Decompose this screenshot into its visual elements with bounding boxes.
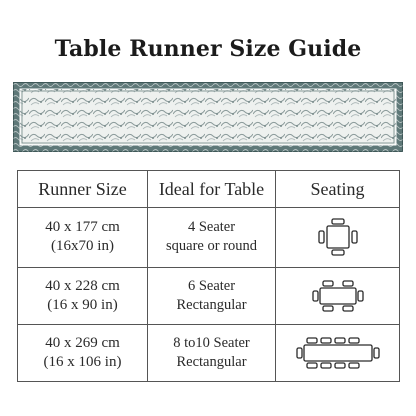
size-guide-table [17,170,400,382]
size-imperial: (16 x 106 in) [43,353,122,370]
size-metric: 40 x 228 cm [45,277,120,294]
table-runner-pattern-image [13,82,403,152]
table-capacity: 6 Seater [187,277,236,294]
runner-size-cell [18,208,148,268]
runner-size-cell [18,267,148,324]
runner-size-cell [18,324,148,381]
header-ideal-for-table: Ideal for Table [148,171,276,208]
ideal-table-cell [148,208,276,268]
table-capacity: 8 to10 Seater [173,334,250,351]
table-shape: Rectangular [176,296,247,313]
table-row [18,208,400,268]
seating-cell [276,208,400,268]
ten-seat-rectangular-table-icon [296,335,380,371]
seating-cell [276,267,400,324]
table-row [18,324,400,381]
six-seat-rectangular-table-icon [312,278,364,314]
header-seating: Seating [276,171,400,208]
table-shape: square or round [165,238,257,255]
table-header-row [18,171,400,208]
size-imperial: (16x70 in) [51,238,114,255]
size-metric: 40 x 177 cm [45,219,120,236]
header-runner-size: Runner Size [18,171,148,208]
ideal-table-cell [148,267,276,324]
ideal-table-cell [148,324,276,381]
size-imperial: (16 x 90 in) [47,296,118,313]
size-metric: 40 x 269 cm [45,334,120,351]
table-row [18,267,400,324]
table-capacity: 4 Seater [187,219,236,236]
page-title: Table Runner Size Guide [54,36,362,62]
table-runner-image [13,82,403,152]
four-seat-square-table-icon [316,217,360,257]
seating-cell [276,324,400,381]
table-shape: Rectangular [176,353,247,370]
